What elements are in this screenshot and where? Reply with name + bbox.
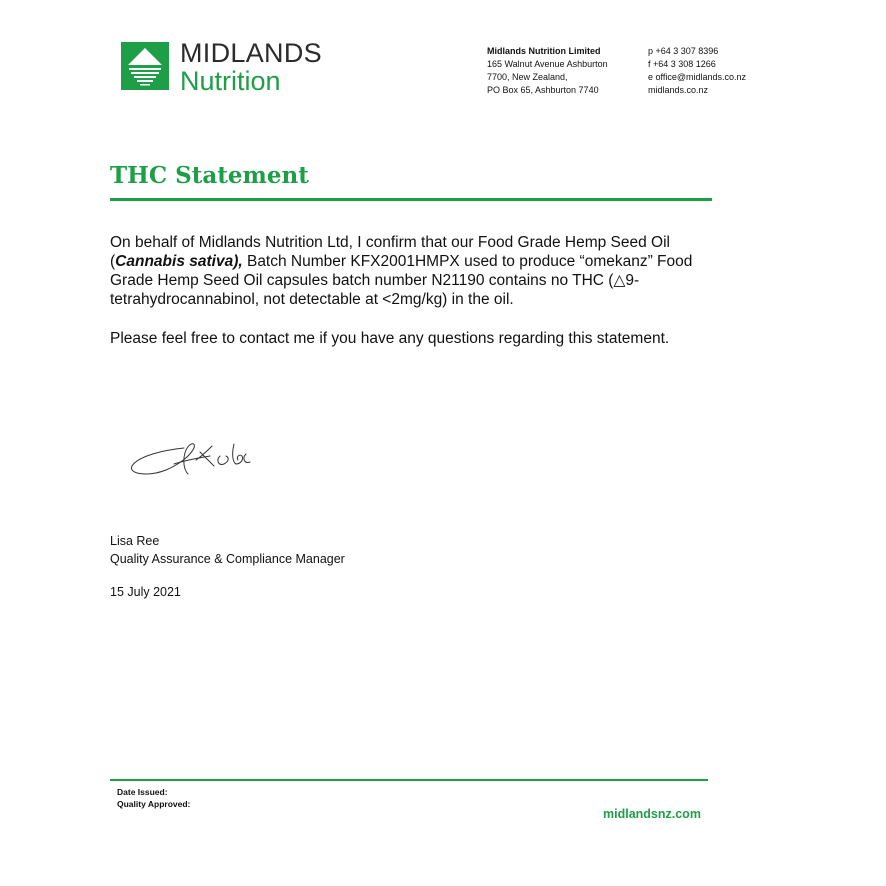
signer-role: Quality Assurance & Compliance Manager bbox=[110, 552, 345, 566]
statement-paragraph bbox=[110, 233, 715, 309]
handwritten-signature bbox=[124, 430, 274, 490]
logo-wordmark-nutrition: Nutrition bbox=[180, 66, 281, 96]
company-address bbox=[487, 45, 608, 97]
title-divider bbox=[110, 198, 712, 201]
fax-number: f +64 3 308 1266 bbox=[648, 59, 716, 69]
logo-wordmark-midlands: MIDLANDS bbox=[180, 38, 322, 68]
statement-text: On behalf of Midlands Nutrition Ltd, I confirm that our Food Grade Hemp Seed Oil ( bbox=[110, 234, 670, 270]
footer-website: midlandsnz.com bbox=[603, 807, 701, 821]
statement-date: 15 July 2021 bbox=[110, 585, 181, 599]
address-line: PO Box 65, Ashburton 7740 bbox=[487, 85, 599, 95]
quality-approved-label: Quality Approved: bbox=[117, 799, 191, 809]
email-address: e office@midlands.co.nz bbox=[648, 72, 747, 82]
document-title: THC Statement bbox=[110, 162, 309, 189]
phone-number: p +64 3 307 8396 bbox=[648, 46, 719, 56]
footer-divider bbox=[110, 779, 708, 781]
company-contact bbox=[648, 45, 746, 97]
website-address: midlands.co.nz bbox=[648, 85, 709, 95]
address-line: 7700, New Zealand, bbox=[487, 72, 568, 82]
signer-name: Lisa Ree bbox=[110, 534, 160, 548]
statement-text: Batch Number KFX2001HMPX used to produce “omekanz” Food Grade Hemp Seed Oil capsules batch number N21190 contains no THC (△9-tetrahydrocannabinol, not detectable at <2mg/kg) in the oil. bbox=[110, 253, 693, 308]
species-name: Cannabis sativa), bbox=[115, 253, 243, 270]
closing-paragraph: Please feel free to contact me if you have any questions regarding this statement. bbox=[110, 330, 670, 347]
date-issued-label: Date Issued: bbox=[117, 787, 168, 797]
company-name: Midlands Nutrition Limited bbox=[487, 46, 601, 56]
address-line: 165 Walnut Avenue Ashburton bbox=[487, 59, 608, 69]
midlands-logo-icon bbox=[121, 42, 169, 90]
